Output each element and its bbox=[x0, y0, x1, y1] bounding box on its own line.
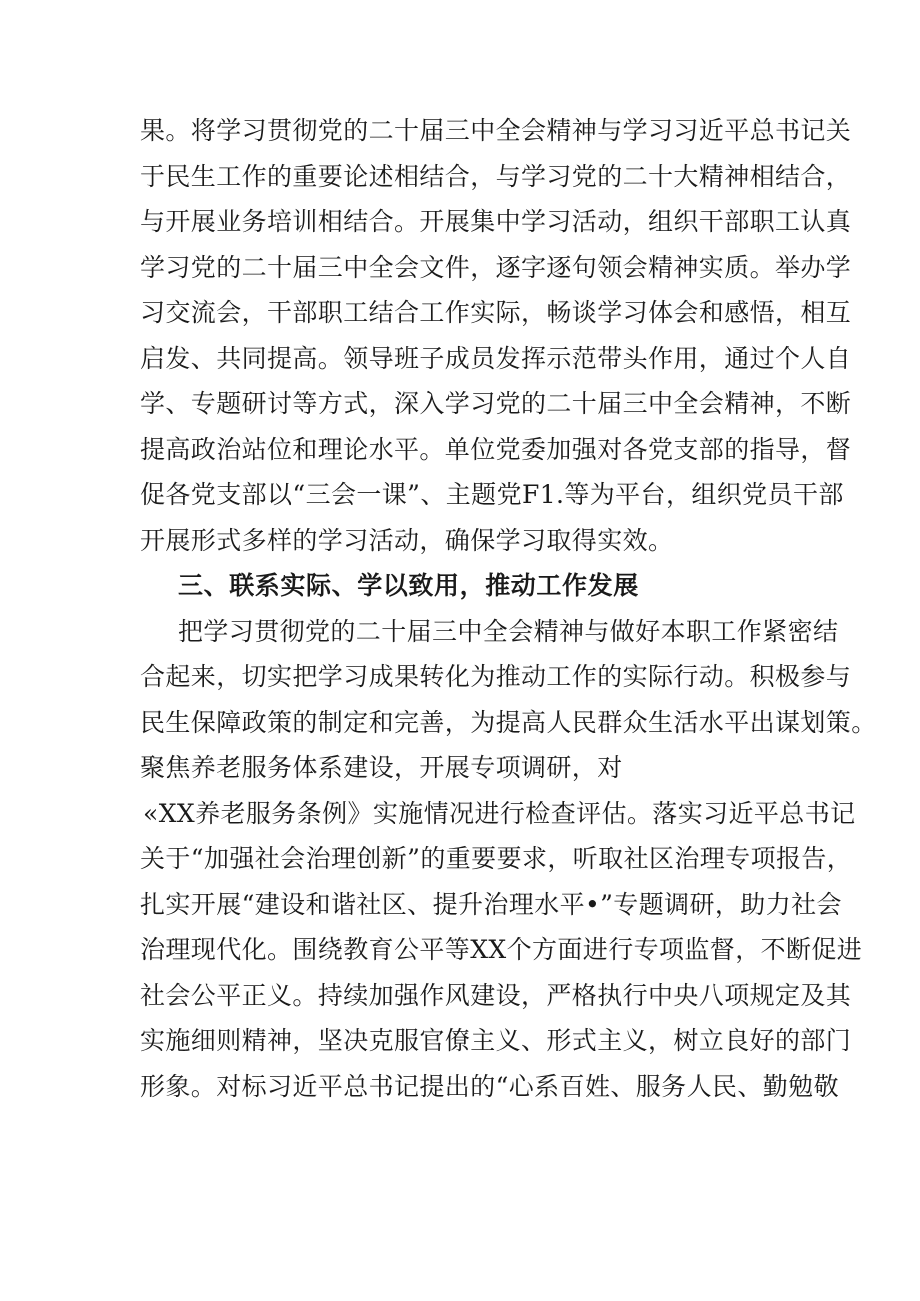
paragraph-line: 习交流会，干部职工结合工作实际，畅谈学习体会和感悟，相互 bbox=[140, 298, 852, 327]
paragraph-line: 关于“加强社会治理创新”的重要要求，听取社区治理专项报告， bbox=[140, 844, 853, 873]
paragraph-line: 形象。对标习近平总书记提出的“心系百姓、服务人民、勤勉敬 bbox=[140, 1071, 839, 1101]
paragraph-line: 促各党支部以“三会一课”、主题党F1.等为平台，组织党员干部 bbox=[140, 480, 844, 509]
paragraph-line: 治理现代化。围绕教育公平等XX个方面进行专项监督，不断促进 bbox=[140, 935, 863, 964]
paragraph-line: 果。将学习贯彻党的二十届三中全会精神与学习习近平总书记关 bbox=[140, 116, 852, 145]
paragraph-line: 民生保障政策的制定和完善，为提高人民群众生活水平出谋划策。 bbox=[140, 707, 877, 737]
paragraph-line: 学习党的二十届三中全会文件，逐字逐句领会精神实质。举办学 bbox=[140, 252, 852, 282]
paragraph-line: 合起来，切实把学习成果转化为推动工作的实际行动。积极参与 bbox=[140, 662, 852, 691]
paragraph-line: 社会公平正义。持续加强作风建设，严格执行中央八项规定及其 bbox=[140, 980, 852, 1010]
paragraph-line: 扎实开展“建设和谐社区、提升治理水平•”专题调研，助力社会 bbox=[140, 889, 842, 919]
paragraph-line: «XX养老服务条例》实施情况进行检查评估。落实习近平总书记 bbox=[143, 798, 856, 828]
paragraph-line: 实施细则精神，坚决克服官僚主义、形式主义，树立良好的部门 bbox=[140, 1026, 852, 1055]
paragraph-line: 学、专题研讨等方式，深入学习党的二十届三中全会精神，不断 bbox=[140, 389, 852, 418]
paragraph-line: 于民生工作的重要论述相结合，与学习党的二十大精神相结合， bbox=[140, 161, 852, 191]
document-body bbox=[140, 108, 877, 1109]
paragraph-line: 提高政治站位和理论水平。单位党委加强对各党支部的指导，督 bbox=[140, 434, 852, 464]
paragraph-line: 与开展业务培训相结合。开展集中学习活动，组织干部职工认真 bbox=[140, 207, 852, 236]
paragraph-line: 聚焦养老服务体系建设，开展专项调研，对 bbox=[140, 753, 623, 782]
paragraph-line: 把学习贯彻党的二十届三中全会精神与做好本职工作紧密结 bbox=[178, 616, 839, 646]
paragraph-line: 开展形式多样的学习活动，确保学习取得实效。 bbox=[140, 525, 674, 555]
paragraph-line: 启发、共同提高。领导班子成员发挥示范带头作用，通过个人自 bbox=[140, 343, 852, 373]
section-heading: 三、联系实际、学以致用，推动工作发展 bbox=[178, 571, 639, 600]
